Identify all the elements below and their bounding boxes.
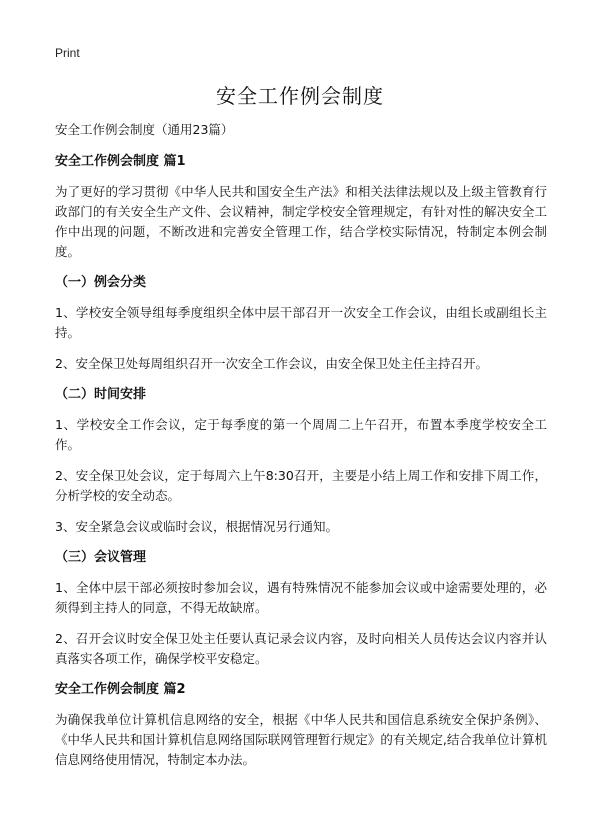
section-heading-2: 安全工作例会制度 篇2 [55, 682, 186, 697]
list-item: 1、学校安全工作会议，定于每季度的第一个周周二上午召开，布置本季度学校安全工作。 [55, 417, 547, 452]
document-subtitle: 安全工作例会制度（通用23篇） [55, 122, 234, 137]
list-item: 1、学校安全领导组每季度组织全体中层干部召开一次安全工作会议，由组长或副组长主持。 [55, 305, 547, 340]
section-heading-1: 安全工作例会制度 篇1 [55, 154, 186, 169]
document-body [55, 120, 547, 781]
subheading-meeting-management: （三）会议管理 [55, 550, 147, 565]
section-2-intro: 为确保我单位计算机信息网络的安全，根据《中华人民共和国信息系统安全保护条例》、《中华人民共和国计算机信息网络国际联网管理暂行规定》的有关规定,结合我单位计算机信息网络使用情况，特制定本办法。 [55, 712, 547, 767]
section-1-intro: 为了更好的学习贯彻《中华人民共和国安全生产法》和相关法律法规以及上级主管教育行政部门的有关安全生产文件、会议精神，制定学校安全管理规定，有针对性的解决安全工作中出现的问题，不断改进和完善安全管理工作，结合学校实际情况，特制定本例会制度。 [55, 184, 547, 259]
list-item: 1、全体中层干部必须按时参加会议，遇有特殊情况不能参加会议或中途需要处理的，必须得到主持人的同意，不得无故缺席。 [55, 580, 547, 615]
list-item: 2、安全保卫处每周组织召开一次安全工作会议，由安全保卫处主任主持召开。 [55, 356, 488, 371]
list-item: 2、安全保卫处会议，定于每周六上午8:30召开，主要是小结上周工作和安排下周工作，分析学校的安全动态。 [55, 468, 547, 503]
print-label[interactable]: Print [55, 46, 80, 60]
list-item: 2、召开会议时安全保卫处主任要认真记录会议内容，及时向相关人员传达会议内容并认真落实各项工作，确保学校平安稳定。 [55, 631, 547, 666]
page-title: 安全工作例会制度 [216, 84, 384, 108]
subheading-schedule: （二）时间安排 [55, 387, 147, 402]
subheading-meeting-types: （一）例会分类 [55, 275, 147, 290]
list-item: 3、安全紧急会议或临时会议，根据情况另行通知。 [55, 519, 338, 534]
